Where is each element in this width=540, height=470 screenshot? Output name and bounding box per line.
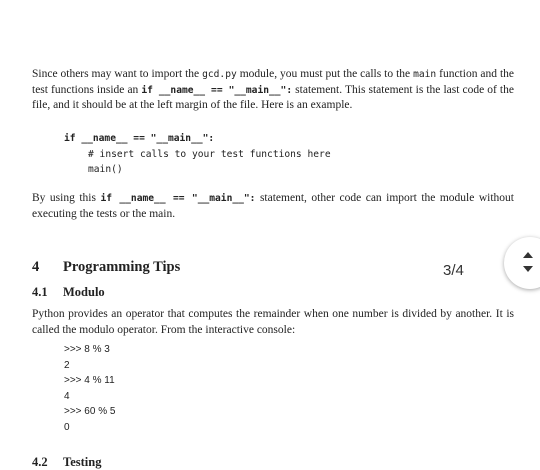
console-line: >>> 60 % 5 [64,406,116,417]
paragraph-import-note: Since others may want to import the gcd.py module, you must put the calls to the main function and the test functions inside an if __name__ == "__main__": statement. This statement is the last code of the file, and it should be at the left margin of the file. Here is an example. [32,68,514,111]
code-block [64,131,331,178]
code-line: # insert calls to your test functions here [88,148,331,160]
arrow-up-icon[interactable] [523,252,533,258]
inline-code: if __name__ == "__main__": [100,193,256,204]
console-line: >>> 8 % 3 [64,344,110,355]
console-line: 0 [64,421,70,433]
console-line: >>> 4 % 11 [64,375,115,386]
console-block [64,342,115,435]
paragraph-if-main: By using this if __name__ == "__main__": statement, other code can import the module without executing the tests or the main. [32,192,514,220]
inline-code: gcd.py [202,69,237,80]
console-line: 2 [64,359,70,371]
inline-code: if __name__ == "__main__": [141,84,293,96]
page-indicator: 3/4 [443,262,464,279]
subsection-heading-cut: 4.2 Testing [32,455,102,469]
code-line: if __name__ == "__main__": [64,133,215,144]
arrow-down-icon[interactable] [523,266,533,272]
inline-code: main [413,69,437,80]
code-line: main() [88,164,123,175]
paragraph-modulo: Python provides an operator that computes the remainder when one number is divided by another. It is called the modulo operator. From the interactive console: [32,308,514,336]
subsection-heading: 4.1 Modulo [32,285,105,299]
console-line: 4 [64,390,70,402]
section-heading: 4 Programming Tips [32,259,181,275]
